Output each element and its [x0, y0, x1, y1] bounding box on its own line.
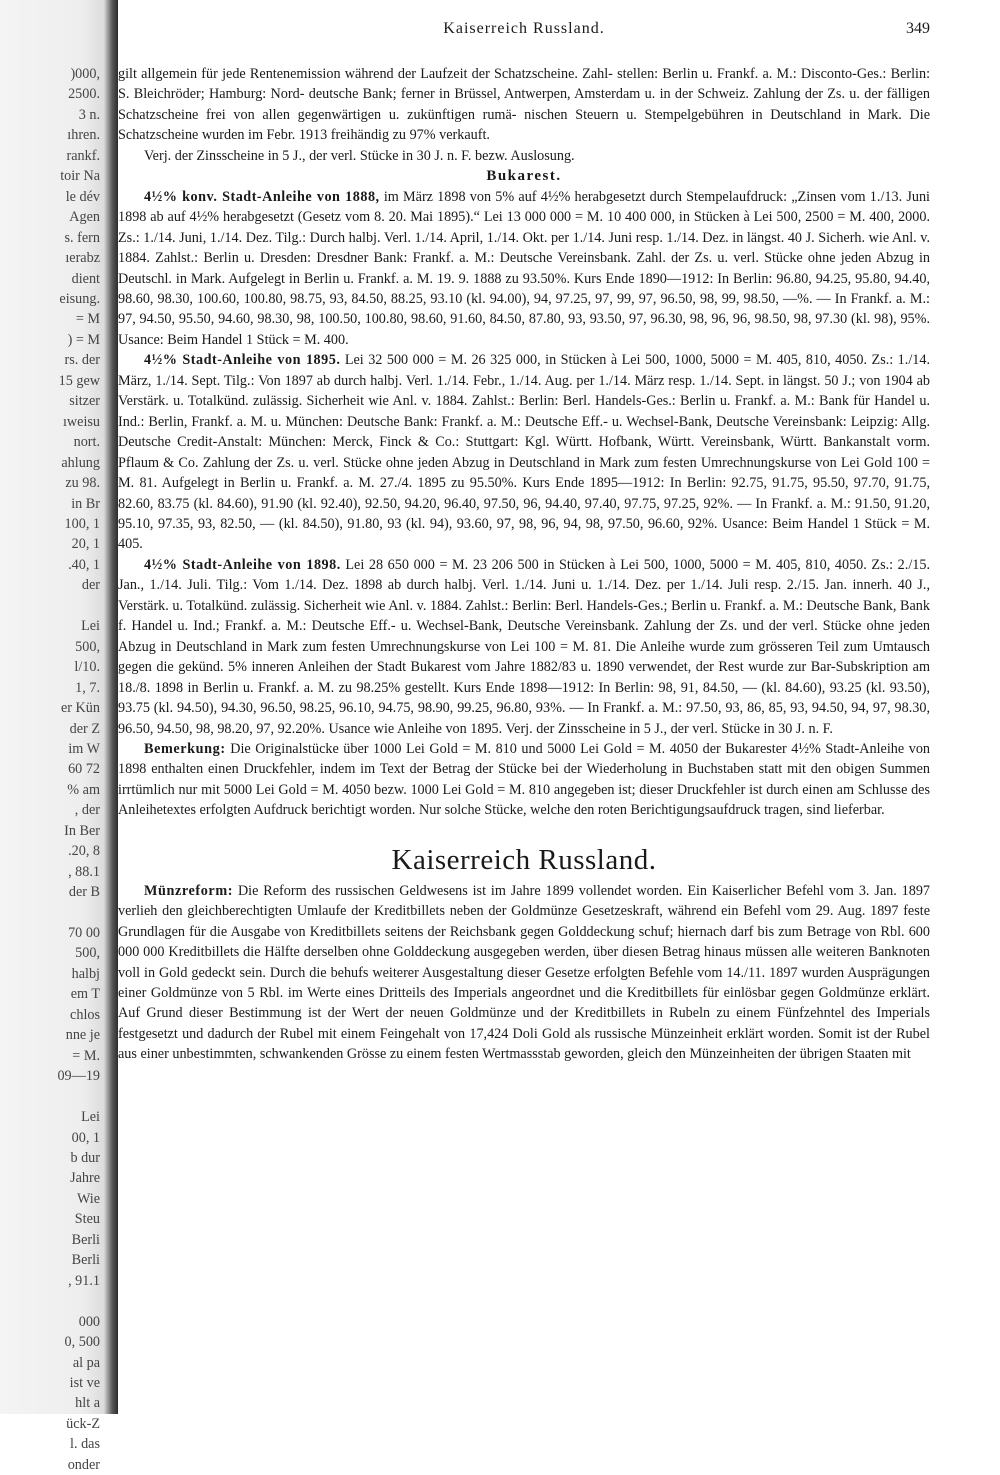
facing-page-line: , 91.1: [68, 1272, 100, 1289]
facing-page-line: Jahre: [70, 1170, 100, 1187]
facing-page-line: dient: [71, 270, 100, 287]
page-number: 349: [906, 20, 930, 37]
facing-page-line: nort.: [73, 434, 100, 451]
facing-page-line: im W: [68, 740, 100, 757]
running-head: [118, 20, 930, 44]
facing-page-line: 15 gew: [58, 372, 100, 389]
facing-page-line: b dur: [70, 1150, 100, 1167]
loan-1898-text: Lei 28 650 000 = M. 23 206 500 in Stücken à Lei 500, 1000, 5000 = M. 405, 810, 4050. Zs.: 2./15. Jan., 1./14. Juli. Tilg.: Vom 1./14. Dez. 1898 ab durch halbj. Verl. 1./14. Juni u. 1./14. Dez. per 1./14. Juli resp. 2./15. Jan. innerh. 40 J., Verstärk. u. Totalkünd. zulässig. Sicherheit wie Anl. v. 1884. Zahlst.: Berlin: Berl. Handels-Ges.; Berlin u. Frankf. a. M.: Deutsche Bank, Bank f. Handel u. Ind.; Frankf. a. M.: Deutsche Eff.- u. Wechsel-Bank, Deutsche Vereinsbank. Zahlung der Zs. und der verl. Stücke ohne jeden Abzug in Deutschland in Mark zum festen Umrechnungskurse von Lei 100 = M. 81. Die Anleihe wurde zum grösseren Teil zum Umtausch gegen die gekünd. 5% inneren Anleihen der Stadt Bukarest vom Jahre 1882/83 u. 1890 verwendet, der Rest wurde zur Bar-Subskription am 18./8. 1898 in Berlin u. Frankf. a. M. zu 98.25% gestellt. Kurs Ende 1898—1912: In Berlin: 98, 91, 84.50, — (kl. 84.60), 93.25 (kl. 93.50), 93.75 (kl. 94.50), 94.30, 96.50, 98.25, 96.10, 94.75, 98.90, 99.25, 96.80, 93%. — In Frankf. a. M.: 97.50, 93, 86, 85, 93, 94.50, 94, 97, 98.30, 96.50, 94.50, 98, 98.20, 97, 92.20%. Usance wie Anleihe von 1895. Verj. der Zinsscheine in 5 J., der verl. Stücke in 30 J. n. F.: [118, 556, 930, 737]
city-heading: Bukarest.: [486, 168, 562, 185]
facing-page-line: 500,: [75, 945, 100, 962]
facing-page-line: der Z: [69, 720, 100, 737]
facing-page-line: al pa: [72, 1354, 100, 1371]
loan-1888: [118, 187, 930, 351]
facing-page-line: 09—19: [57, 1068, 100, 1085]
facing-page-line: .40, 1: [68, 556, 100, 573]
facing-page-line: 500,: [75, 638, 100, 655]
facing-page-line: rs. der: [64, 352, 100, 369]
facing-page-line: [0, 1087, 100, 1107]
facing-page-line: Steu: [74, 1211, 100, 1228]
facing-page-line: ıhren.: [67, 127, 100, 144]
facing-page-line: Lei: [81, 618, 100, 635]
facing-page-line: ück-Z: [66, 1415, 100, 1432]
body-text: [118, 64, 930, 1065]
facing-page-line: 000: [78, 1313, 100, 1330]
facing-page-line: nne je: [65, 1027, 100, 1044]
facing-page-line: Wie: [76, 1190, 100, 1207]
facing-page-line: hlt a: [75, 1395, 100, 1412]
facing-page-line: ist ve: [69, 1375, 100, 1391]
facing-page-line: 20, 1: [71, 536, 100, 553]
facing-page-line: , 88.1: [68, 863, 100, 880]
remark-lead: Bemerkung:: [144, 740, 226, 757]
remark-text: Die Originalstücke über 1000 Lei Gold = M. 810 und 5000 Lei Gold = M. 4050 der Bukarester 4½% Stadt-Anleihe von 1898 enthalten einen Druckfehler, indem im Text der Betrag der Stücke bei der Wiederholung in Buchstaben statt mit den obigen Summen irrtümlich nur mit 5000 Lei Gold = M. 4050 bezw. 1000 Lei Gold = M. 810 angegeben ist; dieser Druckfehler ist durch einen am Schlusse des Anleihetextes erfolgten Aufdruck berichtigt worden. Nur solche Stücke, welche den roten Berichtigungsaufdruck tragen, sind lieferbar.: [118, 740, 931, 819]
facing-page-line: = M.: [72, 1047, 100, 1064]
page: [118, 0, 930, 1414]
intro-line: im Febr. 1913 freihändig zu 97% verkauft.: [248, 127, 490, 144]
facing-page-fragment: [0, 0, 118, 1473]
facing-page-line: halbj: [71, 965, 100, 982]
muenzreform: [118, 881, 930, 1065]
facing-page-line: 3 n.: [78, 106, 100, 123]
facing-page-line: ıerabz: [65, 250, 100, 267]
facing-page-line: 60 72: [68, 761, 100, 778]
facing-page-line: em T: [70, 986, 100, 1003]
facing-page-line: Agen: [69, 209, 100, 226]
facing-page-line: l/10.: [74, 659, 100, 676]
facing-page-line: der B: [68, 884, 100, 901]
facing-page-line: [0, 596, 100, 616]
facing-page-line: 1, 7.: [75, 679, 100, 696]
intro-line: deutsche Bank; ferner in Brüssel, Antwerpen, Amsterdam u. in der Schweiz. Zahlung: [308, 86, 801, 103]
facing-page-line: 2500.: [68, 86, 100, 103]
facing-page-line: 100, 1: [64, 515, 100, 532]
loan-1895-title: 4½% Stadt-Anleihe von 1895.: [144, 352, 341, 369]
facing-page-line: Berli: [71, 1231, 100, 1248]
facing-page-line: er Kün: [60, 700, 100, 717]
facing-page-line: 00, 1: [71, 1129, 100, 1146]
remark: [118, 739, 930, 821]
facing-page-line: 70 00: [68, 925, 100, 942]
loan-1888-text: im März 1898 von 5% auf 4½% herabgesetzt durch Stempelaufdruck: „Zinsen vom 1./13. Juni 1898 ab auf 4½% herabgesetzt (Gesetz vom 8. 20. Mai 1895).“ Lei 13 000 000 = M. 10 400 000, in Stücken à Lei 500, 2500 = M. 400, 2000. Zs.: 1./14. Juni, 1./14. Dez. Tilg.: Durch halbj. Verl. 1./14. April, 1./14. Okt. per 1./14. Juni resp. 1./14. Dez. in längst. 40 J. Sicherh. wie Anl. v. 1884. Zahlst.: Berlin u. Dresden: Dresdner Bank: Frankf. a. M.: Deutsche Vereinsbank. Zahl. der Zs. u. verl. Stücke ohne jeden Abzug in Deutschl. in Mark. Aufgelegt in Berlin u. Frankf. a. M. 19. 9. 1888 zu 93.50%. Kurs Ende 1890—1912: In Berlin: 96.80, 94.25, 95.80, 94.40, 98.60, 98.30, 100.60, 100.80, 98.75, 93, 84.50, 88.25, 93.10 (kl. 94.00), 94, 97.25, 97, 99, 97, 96.50, 98, 99, 98.50, —%. — In Frankf. a. M.: 97, 94.50, 95.50, 94.60, 98.30, 98, 100.50, 100.80, 98.60, 91.60, 84.50, 87.80, 93, 93.50, 97, 96.30, 98, 96, 96, 98.50, 98, 97.30 (kl. 98), 95%. Usance: Beim Handel 1 Stück = M. 400.: [118, 188, 930, 348]
facing-page-line: l. das: [70, 1436, 100, 1453]
loan-1895-text: Lei 32 500 000 = M. 26 325 000, in Stücken à Lei 500, 1000, 5000 = M. 405, 810, 4050. Zs.: 1./14. März, 1./14. Sept. Tilg.: Von 1897 ab durch halbj. Verl. 1./14. Febr., 1./14. Aug. per 1./14. März resp. 1./14. Sept. in längst. 50 J.; von 1904 ab Verstärk. u. Totalkünd. zulässig. Sicherheit wie Anl. v. 1884. Zahlst.: Berlin: Berl. Handels-Ges.: Berlin u. Frankf. a. M.: Bank für Handel u. Ind.: Berlin, Frankf. a. M. u. München: Deutsche Bank: Frankf. a. M.: Deutsche Eff.- u. Wechsel-Bank, Deutsche Vereinsbank: Leipzig: Allg. Deutsche Credit-Anstalt: München: Merck, Finck & Co.: Stuttgart: Kgl. Württ. Hofbank, Württ. Vereinsbank, Württ. Bankanstalt vorm. Pflaum & Co. Zahlung der Zs. u. verl. Stücke ohne jeden Abzug in Deutschland in Mark zum festen Umrechnungskurse von Lei Gold 100 = M. 81. Aufgelegt in Berlin u. Frankf. a. M. 27./4. 1895 zu 95.50%. Kurs Ende 1895—1912: In Berlin: 92.75, 91.75, 95.50, 97.70, 91.75, 82.60, 83.75 (kl. 84.60), 91.90 (kl. 92.40), 92.50, 94.20, 96.40, 97.50, 96, 94.40, 97.40, 97.75, 97.25, 92%. — In Frankf. a. M.: 91.50, 91.20, 95.10, 97.35, 93, 82.50, — (kl. 84.50), 91.80, 93 (kl. 94), 93.60, 97, 98, 96, 94, 98, 97.50, 96.60, 92%. Usance: Beim Handel 1 Stück = M. 405.: [118, 352, 930, 553]
facing-page-line: rankf.: [66, 147, 100, 164]
facing-page-line: In Ber: [64, 822, 100, 839]
facing-page-line: ahlung: [61, 454, 100, 471]
muenzreform-text: Die Reform des russischen Geldwesens ist im Jahre 1899 vollendet worden. Ein Kaiserlicher Befehl vom 3. Jan. 1897 verlieh den gleichberechtigten Umlaufe der Kreditbillets neben der Goldmünze Gesetzeskraft, während ein Befehl vom 29. Aug. 1897 feste Grundlagen für die Ausgabe von Kreditbillets seitens der Reichsbank gegen Golddeckung schuf; hiernach darf bis zum Betrage von Rbl. 600 000 000 Kreditbillets die Hälfte derselben ohne Golddeckung ausgegeben werden, über diesen Betrag hinaus müssen alle weiteren Banknoten voll in Gold gedeckt sein. Durch die behufs weiterer Ausgestaltung dieser Gesetze erfolgten Befehle vom 14./11. 1897 wurden Ausprägungen einer Goldmünze von 5 Rbl. im Werte eines Dritteils des Imperials angeordnet und die Kreditbillets für einlösbar gegen Goldmünze erklärt. Auf Grund dieser Bestimmung ist der Wert der neuen Goldmünze und der Kreditbillets in Rubeln zu einem Fünfzehntel des Imperials festgesetzt und dadurch der Rubel mit einem Feingehalt von 17,424 Doli Gold als russische Münzeinheit erklärt worden. Somit ist der Rubel aus einer unbestimmten, schwankenden Grösse zu einem festen Wertmassstab geworden, gleich den Münzeinheiten der übrigen Staaten mit: [118, 882, 931, 1063]
facing-page-line: chlos: [70, 1006, 100, 1023]
verjaehrung-note: Verj. der Zinsscheine in 5 J., der verl. Stücke in 30 J. n. F. bezw. Auslosung.: [144, 147, 575, 164]
intro-line: gilt allgemein für jede Rentenemission während der Laufzeit der Schatzscheine. Zahl-: [118, 66, 613, 82]
facing-page-line: der: [81, 577, 100, 594]
facing-page-line: in Br: [71, 495, 100, 512]
facing-page-line: toir Na: [60, 168, 100, 185]
facing-page-line: , der: [74, 802, 100, 819]
intro-paragraph: [118, 64, 930, 146]
facing-page-line: % am: [67, 781, 100, 798]
facing-page-line: s. fern: [64, 229, 100, 246]
intro-line: nischen Steuern u. Stempelgebühren in Deutschland in Mark. Die Schatzscheine wurden: [118, 106, 930, 144]
intro-line: der Zs. u. der fälligen Schatzscheine frei von allen gegenwärtigen u. zukünftigen rumä-: [118, 86, 931, 123]
facing-page-line: [0, 1291, 100, 1311]
facing-page-line: onder: [67, 1456, 100, 1473]
facing-page-line: eisung.: [59, 290, 100, 307]
facing-page-line: [0, 903, 100, 923]
loan-1895: [118, 350, 930, 555]
facing-page-line: .20, 8: [68, 843, 100, 860]
facing-page-line: sitzer: [69, 393, 100, 410]
muenzreform-lead: Münzreform:: [144, 882, 234, 899]
running-title: Kaiserreich Russland.: [443, 20, 605, 37]
loan-1898: [118, 555, 930, 739]
facing-page-line: Lei: [81, 1109, 100, 1126]
facing-page-line: zu 98.: [65, 475, 100, 492]
section-title: Kaiserreich Russland.: [391, 843, 657, 876]
facing-page-line: le dév: [65, 188, 100, 205]
loan-1898-title: 4½% Stadt-Anleihe von 1898.: [144, 556, 341, 573]
facing-page-line: 0, 500: [64, 1334, 100, 1351]
facing-page-line: = M: [75, 311, 100, 328]
facing-page-line: ıweisu: [62, 413, 100, 430]
facing-page-line: ) = M: [67, 331, 100, 348]
facing-page-text: [0, 64, 104, 1475]
facing-page-line: Berli: [71, 1252, 100, 1269]
loan-1888-title: 4½% konv. Stadt-Anleihe von 1888,: [144, 188, 380, 205]
intro-line: stellen: Berlin u. Frankf. a. M.: Disconto-Ges.: Berlin: S. Bleichröder; Hamburg: Nord-: [118, 66, 931, 103]
facing-page-line: )000,: [70, 66, 100, 82]
